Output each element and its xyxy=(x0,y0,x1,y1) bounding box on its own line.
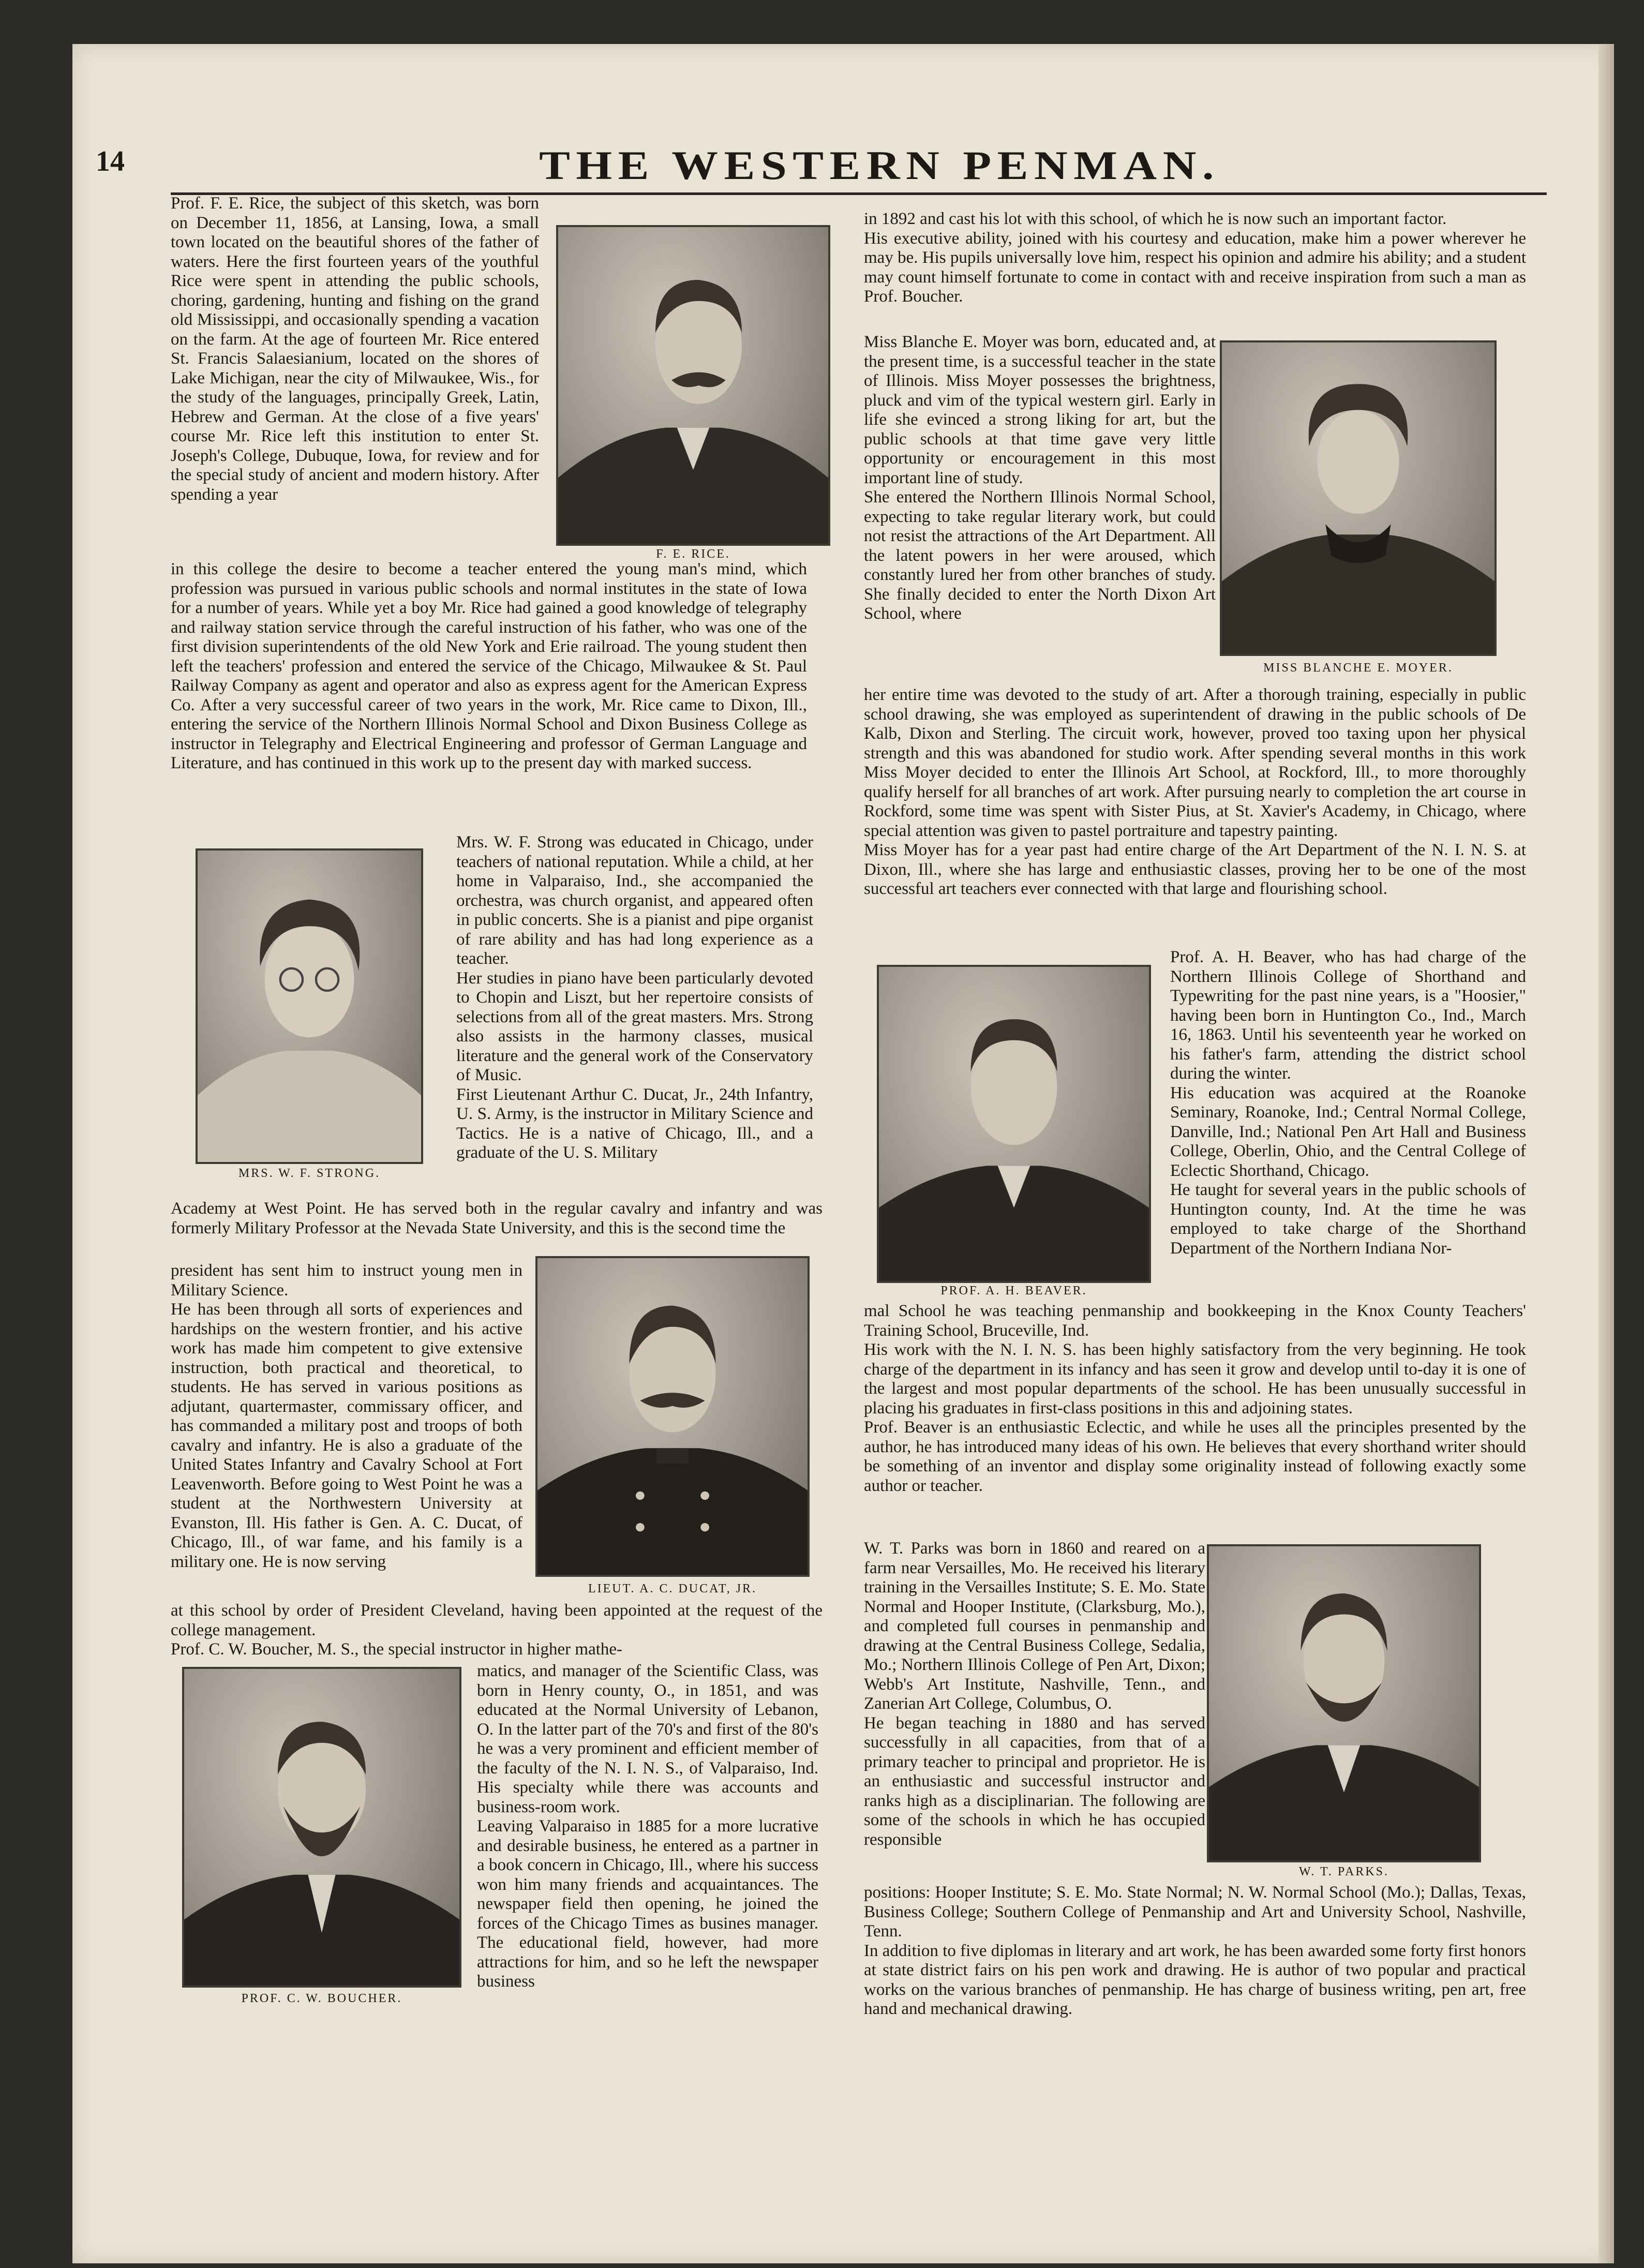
caption-moyer: MISS BLANCHE E. MOYER. xyxy=(1263,661,1453,675)
article-rice-part1: Prof. F. E. Rice, the subject of this sketch, was born on December 11, 1856, at Lansing, Iowa, a small town located on the beautiful shores of the father of waters. Here the first fourteen years of the youthful Rice were spent in attending the public schools, choring, gardening, hunting and fishing on the grand old Mississippi, and occasionally spending a vacation on the farm. At the age of fourteen Mr. Rice entered St. Francis Salaesianium, located on the shores of Lake Michigan, near the city of Milwaukee, Wis., for the study of the languages, principally Greek, Latin, Hebrew and German. At the close of a five years' course Mr. Rice left this institution to enter St. Joseph's College, Dubuque, Iowa, for review and for the special study of ancient and modern history. After spending a year xyxy=(171,194,539,504)
article-boucher-part1: matics, and manager of the Scientific Class, was born in Henry county, O., in 1851, and was educated at the Normal University of Lebanon, O. In the latter part of the 70's and first of the 80's he was a very prominent and efficient member of the faculty of the N. I. N. S., of Valparaiso, Ind. His specialty while there was accounts and business-room work. Leaving Valparaiso in 1885 for a more lucrative and desirable business, he entered as a partner in a book concern in Chicago, Ill., where his success won him many friends and acquaintances. The newspaper field then opening, he joined the forces of the Chicago Times as busines manager. The educational field, however, had more attractions for him, and so he left the newspaper business xyxy=(477,1662,818,1991)
article-ducat-part3: at this school by order of President Cleveland, having been appointed at the request of the college management. Prof. C. W. Boucher, M. S., the special instructor in higher mathe- xyxy=(171,1601,823,1659)
masthead-title: THE WESTERN PENMAN. xyxy=(539,143,1220,188)
article-boucher-part2: in 1892 and cast his lot with this school, of which he is now such an important factor. His executive ability, joined with his courtesy and education, make him a power wherever he may be. His pupils universally love him, respect his opinion and admire his ability; and a student may count himself fortunate to come in contact with and receive inspiration from such a man as Prof. Boucher. xyxy=(864,210,1526,306)
portrait-photo-ducat xyxy=(535,1256,810,1577)
caption-parks: W. T. PARKS. xyxy=(1298,1865,1389,1878)
caption-strong: MRS. W. F. STRONG. xyxy=(238,1167,381,1180)
caption-boucher: PROF. C. W. BOUCHER. xyxy=(241,1992,402,2005)
portrait-photo-strong xyxy=(196,848,423,1164)
portrait-photo-boucher xyxy=(182,1667,461,1988)
caption-rice: F. E. RICE. xyxy=(656,547,730,561)
article-rice-part2: in this college the desire to become a teacher entered the young man's mind, which profession was pursued in various public schools and normal institutes in the state of Iowa for a number of years. While yet a boy Mr. Rice had gained a good knowledge of telegraphy and railway station service through the careful instruction of his father, who was one of the first division superintendents of the old New York and Erie railroad. The young student then left the teachers' profession and entered the service of the Chicago, Milwaukee & St. Paul Railway Company as agent and operator and also as express agent for the American Express Co. After a very successful career of two years in the work, Mr. Rice came to Dixon, Ill., entering the service of the Northern Illinois Normal School and Dixon Business College as instructor in Telegraphy and Electrical Engineering and professor of German Language and Literature, and has continued in this work up to the present day with marked success. xyxy=(171,560,807,772)
portrait-photo-moyer xyxy=(1220,340,1497,656)
page-number: 14 xyxy=(96,145,125,177)
article-ducat-part1: Academy at West Point. He has served both in the regular cavalry and infantry and was formerly Military Professor at the Nevada State University, and this is the second time the xyxy=(171,1199,823,1237)
article-strong: Mrs. W. F. Strong was educated in Chicago, under teachers of national reputation. While a child, at her home in Valparaiso, Ind., she accompanied the orchestra, was church organist, and appeared often in public concerts. She is a pianist and pipe organist of rare ability and has had long experience as a teacher. Her studies in piano have been particularly devoted to Chopin and Liszt, but her repertoire consists of selections from all of the great masters. Mrs. Strong also assists in the harmony classes, musical literature and the general work of the Conservatory of Music. First Lieutenant Arthur C. Ducat, Jr., 24th Infantry, U. S. Army, is the instructor in Military Science and Tactics. He is a native of Chicago, Ill., and a graduate of the U. S. Military xyxy=(456,833,813,1162)
article-ducat-part2: president has sent him to instruct young men in Military Science. He has been through all sorts of experiences and hardships on the western frontier, and his active work has made him competent to give extensive instruction, both practical and theoretical, to students. He has served in various positions as adjutant, quartermaster, commissary officer, and has commanded a military post and troops of both cavalry and infantry. He is also a graduate of the United States Infantry and Cavalry School at Fort Leavenworth. Before going to West Point he was a student at the Northwestern University at Evanston, Ill. His father is Gen. A. C. Ducat, of Chicago, Ill., of war fame, and his family is a military one. He is now serving xyxy=(171,1261,522,1571)
article-moyer-part2: her entire time was devoted to the study of art. After a thorough training, especially in public school drawing, she was employed as superintendent of drawing in the public schools of De Kalb, Dixon and Sterling. The circuit work, however, proved too taxing upon her physical strength and this was abandoned for studio work. After spending several months in this work Miss Moyer decided to enter the Illinois Art School, at Rockford, Ill., to more thoroughly qualify herself for all branches of art work. After pursuing nearly to completion the art course in Rockford, some time was spent with Sister Pius, at St. Xavier's Academy, in Chicago, where special attention was given to pastel portraiture and tapestry painting. Miss Moyer has for a year past had entire charge of the Art Department of the N. I. N. S. at Dixon, Ill., where she has large and enthusiastic classes, proving her to be one of the most successful art teachers ever connected with that large and flourishing school. xyxy=(864,685,1526,898)
article-beaver-part1: Prof. A. H. Beaver, who has had charge of the Northern Illinois College of Shorthand and Typewriting for the past nine years, is a "Hoosier," having been born in Huntington Co., Ind., March 16, 1863. Until his seventeenth year he worked on his father's farm, attending the district school during the winter. His education was acquired at the Roanoke Seminary, Roanoke, Ind.; Central Normal College, Danville, Ind.; National Pen Art Hall and Business College, Oberlin, Ohio, and the Central College of Eclectic Shorthand, Chicago. He taught for several years in the public schools of Huntington county, Ind. At the time he was employed to take charge of the Shorthand Department of the Northern Indiana Nor- xyxy=(1170,948,1526,1258)
article-moyer-part1: Miss Blanche E. Moyer was born, educated and, at the present time, is a successful teacher in the state of Illinois. Miss Moyer possesses the brightness, pluck and vim of the typical western girl. Early in life she evinced a strong liking for art, but the public schools at that time gave very little opportunity or encouragement in this most important line of study. She entered the Northern Illinois Normal School, expecting to take regular literary work, but could not resist the attractions of the Art Department. All the latent powers in her were aroused, which constantly lured her from other branches of study. She finally decided to enter the North Dixon Art School, where xyxy=(864,333,1216,623)
caption-ducat: LIEUT. A. C. DUCAT, JR. xyxy=(588,1582,757,1595)
portrait-photo-rice xyxy=(556,225,830,546)
article-parks-part2: positions: Hooper Institute; S. E. Mo. State Normal; N. W. Normal School (Mo.); Dallas, Texas, Business College; Southern College of Penmanship and Art and University School, Nashville, Tenn. In addition to five diplomas in literary and art work, he has been awarded some forty first honors at state district fairs on his pen work and drawing. He is author of two popular and practical works on the various branches of penmanship. He has charge of business writing, pen art, free hand and mechanical drawing. xyxy=(864,1883,1526,2018)
portrait-photo-beaver xyxy=(877,965,1151,1283)
article-beaver-part2: mal School he was teaching penmanship and bookkeeping in the Knox County Teachers' Training School, Bruceville, Ind. His work with the N. I. N. S. has been highly satisfactory from the very beginning. He took charge of the department in its infancy and has seen it grow and develop until to-day it is one of the largest and most popular departments of the school. He has been unusually successful in placing his graduates in first-class positions in this and adjoining states. Prof. Beaver is an enthusiastic Eclectic, and while he uses all the principles presented by the author, he has introduced many ideas of his own. He believes that every shorthand writer should be something of an inventor and display some originality instead of following exactly some author or teacher. xyxy=(864,1302,1526,1495)
page-fold-edge xyxy=(1598,44,1614,2263)
caption-beaver: PROF. A. H. BEAVER. xyxy=(940,1284,1087,1297)
article-parks-part1: W. T. Parks was born in 1860 and reared on a farm near Versailles, Mo. He received his literary training in the Versailles Institute; S. E. Mo. State Normal and Hooper Institute, (Clarksburg, Mo.), and completed full courses in penmanship and drawing at the Central Business College, Sedalia, Mo.; Northern Illinois College of Pen Art, Dixon; Webb's Art Institute, Nashville, Tenn., and Zanerian Art College, Columbus, O. He began teaching in 1880 and has served successfully in all capacities, from that of a primary teacher to principal and proprietor. He is an enthusiastic and successful instructor and ranks high as a disciplinarian. The following are some of the schools in which he has occupied responsible xyxy=(864,1539,1205,1849)
portrait-photo-parks xyxy=(1207,1544,1481,1862)
